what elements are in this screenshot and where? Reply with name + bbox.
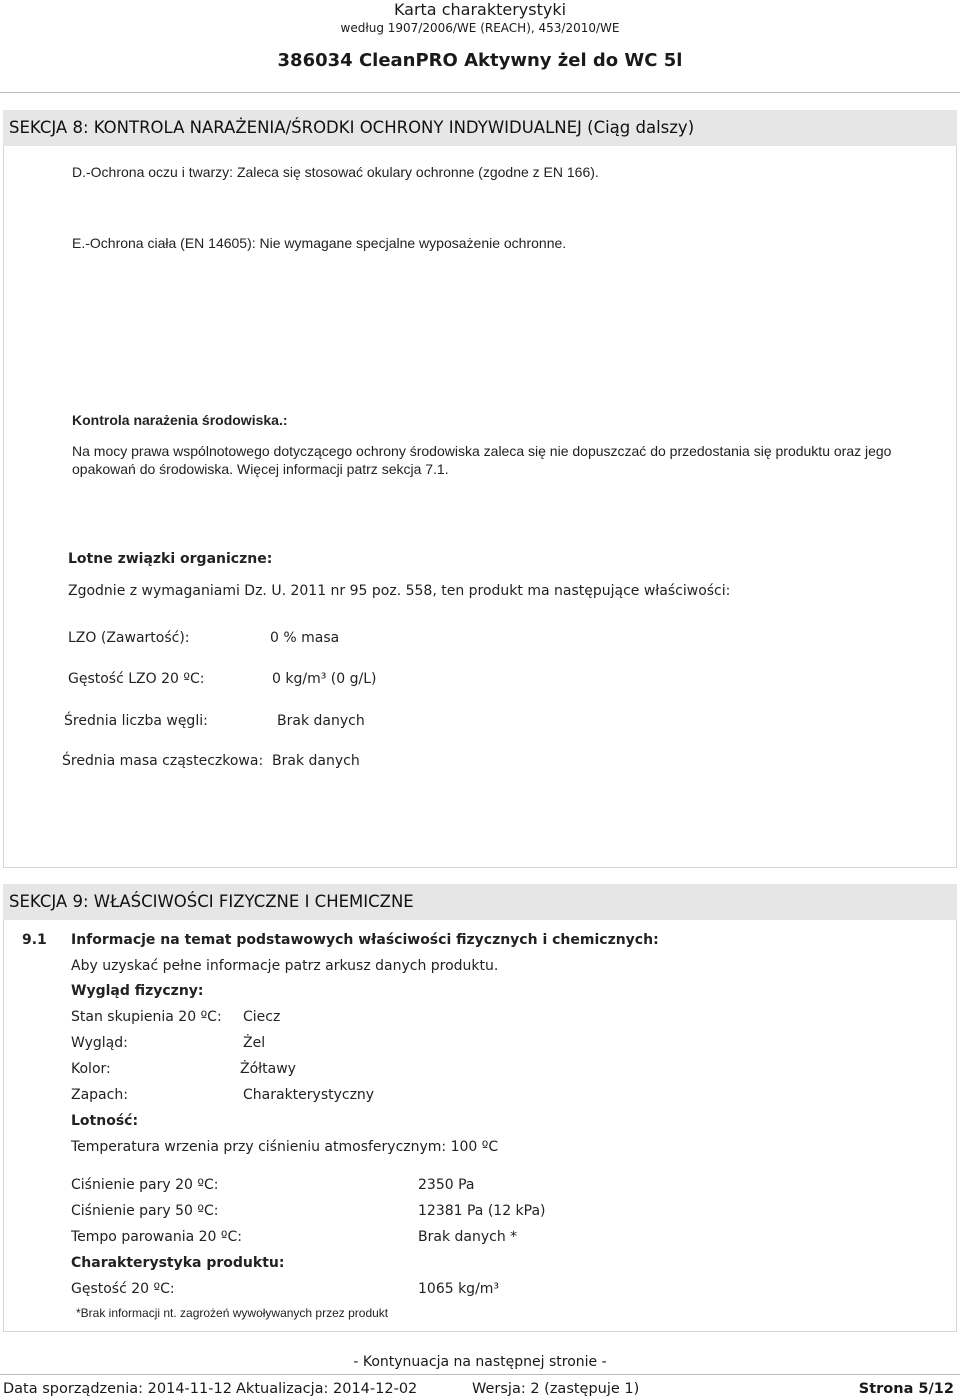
section9-intro: Aby uzyskać pełne informacje patrz arkusz danych produktu. bbox=[71, 958, 499, 974]
voc-intro: Zgodnie z wymaganiami Dz. U. 2011 nr 95 poz. 558, ten produkt ma następujące właściwości: bbox=[68, 583, 731, 599]
voc-value-content: 0 % masa bbox=[270, 630, 340, 646]
appearance-label-color: Kolor: bbox=[71, 1061, 111, 1077]
updated-date: Aktualizacja: 2014-12-02 bbox=[236, 1381, 418, 1397]
footnote: *Brak informacji nt. zagrożeń wywoływanych przez produkt bbox=[76, 1306, 389, 1320]
product-name: 386034 CleanPRO Aktywny żel do WC 5l bbox=[277, 50, 683, 71]
volatility-heading: Lotność: bbox=[71, 1113, 139, 1129]
voc-value-density: 0 kg/m³ (0 g/L) bbox=[272, 671, 377, 687]
appearance-value-color: Żółtawy bbox=[240, 1061, 296, 1077]
section9-title: SEKCJA 9: WŁAŚCIWOŚCI FIZYCZNE I CHEMICZNE bbox=[3, 884, 957, 920]
appearance-value-state: Ciecz bbox=[243, 1009, 281, 1025]
boiling-point: Temperatura wrzenia przy ciśnieniu atmosferycznym: 100 ºC bbox=[71, 1139, 499, 1155]
page-number: Strona 5/12 bbox=[858, 1381, 954, 1397]
voc-value-carbon: Brak danych bbox=[277, 713, 365, 729]
voc-label-carbon: Średnia liczba węgli: bbox=[64, 713, 208, 729]
voc-label-density: Gęstość LZO 20 ºC: bbox=[68, 671, 205, 687]
created-date: Data sporządzenia: 2014-11-12 bbox=[3, 1381, 232, 1397]
volatility-value-vp20: 2350 Pa bbox=[418, 1177, 475, 1193]
header-divider bbox=[0, 92, 960, 93]
appearance-value-odor: Charakterystyczny bbox=[243, 1087, 375, 1103]
density-label: Gęstość 20 ºC: bbox=[71, 1281, 175, 1297]
footer-divider bbox=[0, 1374, 960, 1375]
voc-heading: Lotne związki organiczne: bbox=[68, 551, 273, 567]
regulation-reference: według 1907/2006/WE (REACH), 453/2010/WE bbox=[340, 21, 620, 35]
volatility-value-vp50: 12381 Pa (12 kPa) bbox=[418, 1203, 546, 1219]
appearance-value-look: Żel bbox=[243, 1035, 266, 1051]
volatility-label-evap: Tempo parowania 20 ºC: bbox=[71, 1229, 242, 1245]
env-control-heading: Kontrola narażenia środowiska.: bbox=[72, 412, 288, 428]
appearance-heading: Wygląd fizyczny: bbox=[71, 983, 204, 999]
volatility-value-evap: Brak danych * bbox=[418, 1229, 518, 1245]
volatility-label-vp20: Ciśnienie pary 20 ºC: bbox=[71, 1177, 219, 1193]
appearance-label-look: Wygląd: bbox=[71, 1035, 128, 1051]
env-control-text-1: Na mocy prawa wspólnotowego dotyczącego ochrony środowiska zaleca się nie dopuszczać do przedostania się produktu oraz jego bbox=[72, 443, 892, 459]
continuation-note: - Kontynuacja na następnej stronie - bbox=[353, 1354, 607, 1370]
env-control-text-2: opakowań do środowiska. Więcej informacji patrz sekcja 7.1. bbox=[72, 461, 449, 477]
voc-label-content: LZO (Zawartość): bbox=[68, 630, 190, 646]
appearance-label-state: Stan skupienia 20 ºC: bbox=[71, 1009, 222, 1025]
density-value: 1065 kg/m³ bbox=[418, 1281, 500, 1297]
volatility-label-vp50: Ciśnienie pary 50 ºC: bbox=[71, 1203, 219, 1219]
document-title: Karta charakterystyki bbox=[393, 0, 567, 19]
characteristics-heading: Charakterystyka produktu: bbox=[71, 1255, 285, 1271]
section9-number: 9.1 bbox=[22, 932, 47, 948]
version: Wersja: 2 (zastępuje 1) bbox=[472, 1381, 640, 1397]
voc-value-molar-mass: Brak danych bbox=[272, 753, 360, 769]
section9-heading: Informacje na temat podstawowych właściwości fizycznych i chemicznych: bbox=[71, 932, 659, 948]
eye-protection-text: D.-Ochrona oczu i twarzy: Zaleca się stosować okulary ochronne (zgodne z EN 166). bbox=[72, 164, 599, 180]
voc-label-molar-mass: Średnia masa cząsteczkowa: bbox=[62, 753, 264, 769]
section8-title: SEKCJA 8: KONTROLA NARAŻENIA/ŚRODKI OCHRONY INDYWIDUALNEJ (Ciąg dalszy) bbox=[3, 110, 957, 146]
appearance-label-odor: Zapach: bbox=[71, 1087, 128, 1103]
body-protection-text: E.-Ochrona ciała (EN 14605): Nie wymagane specjalne wyposażenie ochronne. bbox=[72, 235, 567, 251]
